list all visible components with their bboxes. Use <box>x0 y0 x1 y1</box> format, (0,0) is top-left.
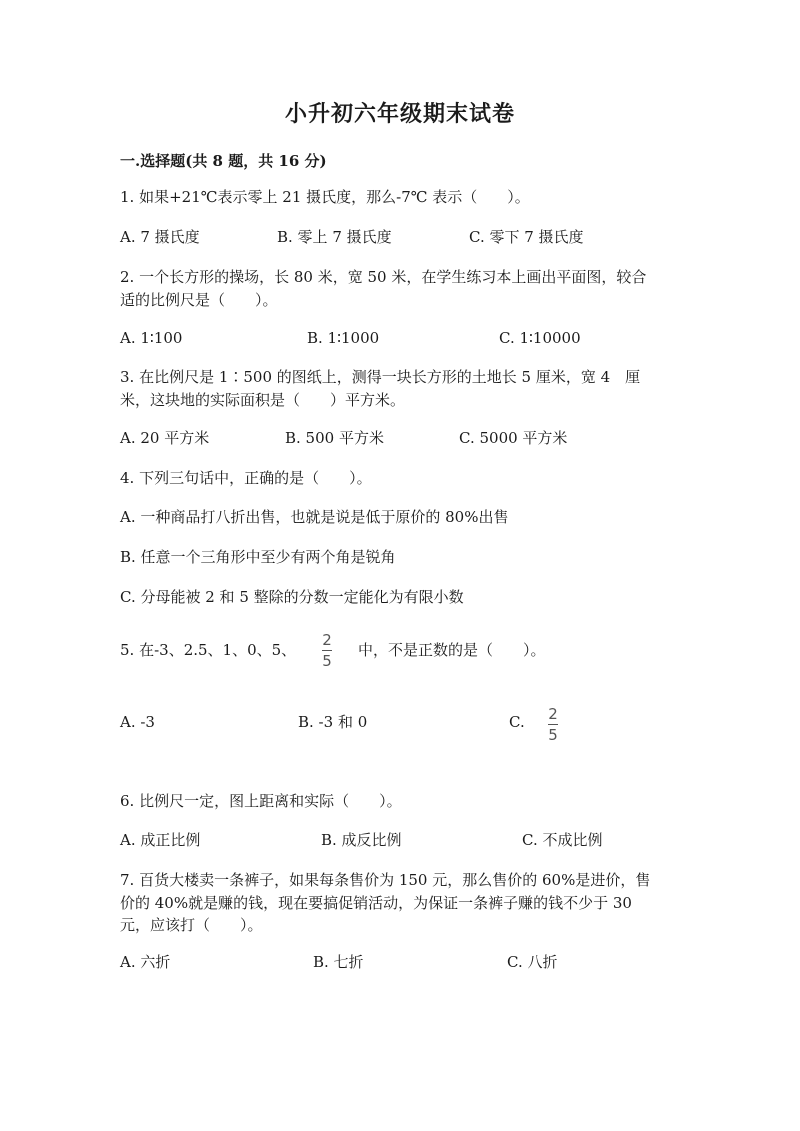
q2-option-b: B. 1∶1000 <box>307 329 380 347</box>
q4-option-c: C. 分母能被 2 和 5 整除的分数一定能化为有限小数 <box>120 588 464 606</box>
fraction-numerator: 2 <box>548 705 558 723</box>
q5-option-a: A. -3 <box>120 713 155 731</box>
q6-option-b: B. 成反比例 <box>321 831 402 849</box>
question-2-line-2: 适的比例尺是（ ）。 <box>120 291 278 309</box>
q7-option-a: A. 六折 <box>120 953 171 971</box>
fraction-denominator: 5 <box>322 652 332 670</box>
question-2-line-1: 2. 一个长方形的操场，长 80 米，宽 50 米，在学生练习本上画出平面图，较合 <box>120 268 647 286</box>
q4-option-b: B. 任意一个三角形中至少有两个角是锐角 <box>120 548 396 566</box>
q5-option-c-fraction <box>548 705 558 744</box>
question-5-suffix: 中，不是正数的是（ ）。 <box>358 641 546 659</box>
page-title: 小升初六年级期末试卷 <box>284 101 515 127</box>
question-7-line-1: 7. 百货大楼卖一条裤子，如果每条售价为 150 元，那么售价的 60%是进价，售 <box>120 871 651 889</box>
q3-option-a: A. 20 平方米 <box>120 429 210 447</box>
q7-option-b: B. 七折 <box>313 953 364 971</box>
q1-option-a: A. 7 摄氏度 <box>120 228 200 246</box>
question-6: 6. 比例尺一定，图上距离和实际（ ）。 <box>120 792 402 810</box>
question-4: 4. 下列三句话中，正确的是（ ）。 <box>120 469 372 487</box>
q6-option-c: C. 不成比例 <box>522 831 603 849</box>
q2-option-a: A. 1∶100 <box>120 329 183 347</box>
q5-option-c-label: C. <box>509 713 525 731</box>
q3-option-c: C. 5000 平方米 <box>459 429 568 447</box>
q7-option-c: C. 八折 <box>507 953 558 971</box>
fraction-numerator: 2 <box>322 631 332 649</box>
question-3-line-2: 米，这块地的实际面积是（ ）平方米。 <box>120 391 406 409</box>
fraction-denominator: 5 <box>548 726 558 744</box>
question-7-line-2: 价的 40%就是赚的钱，现在要搞促销活动，为保证一条裤子赚的钱不少于 30 <box>120 894 632 912</box>
fraction-bar <box>548 724 558 725</box>
q4-option-a: A. 一种商品打八折出售，也就是说是低于原价的 80%出售 <box>120 508 509 526</box>
q6-option-a: A. 成正比例 <box>120 831 201 849</box>
section-heading: 一.选择题(共 8 题，共 16 分) <box>120 152 327 170</box>
question-1: 1. 如果+21℃表示零上 21 摄氏度，那么-7℃ 表示（ ）。 <box>120 188 530 206</box>
question-7-line-3: 元，应该打（ ）。 <box>120 916 263 934</box>
fraction-bar <box>322 650 332 651</box>
question-3-line-1: 3. 在比例尺是 1∶500 的图纸上，测得一块长方形的土地长 5 厘米，宽 4 厘 <box>120 368 641 386</box>
question-5-prefix: 5. 在-3、2.5、1、0、5、 <box>120 641 297 659</box>
q1-option-b: B. 零上 7 摄氏度 <box>277 228 392 246</box>
q3-option-b: B. 500 平方米 <box>285 429 384 447</box>
q1-option-c: C. 零下 7 摄氏度 <box>469 228 584 246</box>
q2-option-c: C. 1∶10000 <box>499 329 581 347</box>
q5-fraction <box>322 631 332 670</box>
q5-option-b: B. -3 和 0 <box>298 713 368 731</box>
